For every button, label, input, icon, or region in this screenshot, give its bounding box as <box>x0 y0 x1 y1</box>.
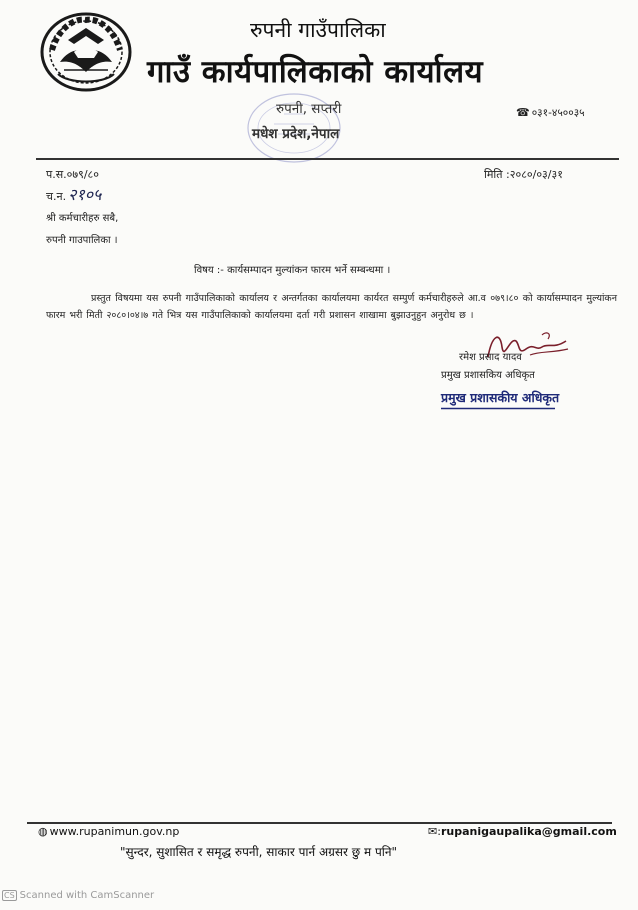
signatory-title: प्रमुख प्रशासकिय अधिकृत <box>441 370 535 381</box>
camscanner-watermark <box>2 890 154 901</box>
municipality-name: रुपनी गाउँपालिका <box>250 18 386 42</box>
address-line-2: मधेश प्रदेश,नेपाल <box>252 126 340 142</box>
letter-body: प्रस्तुत विषयमा यस रुपनी गाउँपालिकाको कार्यालय र अन्तर्गतका कार्यालयमा कार्यरत सम्पुर्ण कर्मचारीहरुले आ.व ०७९।८० को कार्यासम्पादन मुल्यांकन फारम भरी मिती २०८०।०४।७ गते भित्र यस गाउँपालिकाको कार्यालयमा दर्ता गरी प्रशासन शाखामा बुझाउनुहुन अनुरोध छ । <box>46 293 617 321</box>
government-emblem-icon <box>38 10 134 94</box>
email-link[interactable] <box>428 825 617 838</box>
watermark-text: Scanned with CamScanner <box>19 890 155 901</box>
reference-cn <box>46 183 101 205</box>
phone-text: ०३१-४५००३५ <box>531 107 585 119</box>
footer-divider <box>27 822 612 824</box>
header-divider <box>36 158 619 160</box>
camscanner-badge-icon: CS <box>4 891 15 900</box>
cn-label: च.न. <box>46 190 67 203</box>
telephone-icon: ☎ <box>516 106 530 119</box>
globe-icon: ◍ <box>38 825 48 838</box>
reference-ps: प.स.०७९/८० <box>46 168 99 181</box>
letter-date: मिति :२०८०/०३/३१ <box>484 168 563 181</box>
municipality-motto: "सुन्दर, सुशासित र समृद्ध रुपनी, साकार पार्न अग्रसर छु म पनि" <box>120 845 398 859</box>
office-name: गाउँ कार्यपालिकाको कार्यालय <box>147 54 484 90</box>
seal-underline <box>441 407 555 410</box>
recipient-line-1: श्री कर्मचारीहरु सबै, <box>46 213 119 224</box>
cn-number: २१०५ <box>68 185 102 204</box>
phone-number <box>516 106 585 120</box>
letter-subject: विषय :- कार्यसम्पादन मुल्यांकन फारम भर्ने सम्बन्धमा । <box>194 265 391 276</box>
official-seal-text: प्रमुख प्रशासकीय अधिकृत <box>441 390 560 405</box>
mail-icon: ✉: <box>428 825 441 838</box>
website-text: www.rupanimun.gov.np <box>49 825 180 838</box>
website-link[interactable] <box>38 825 179 838</box>
recipient-line-2: रुपनी गाउपालिका । <box>46 235 118 246</box>
address-line-1: रुपनी, सप्तरी <box>276 101 342 117</box>
email-text: rupanigaupalika@gmail.com <box>440 825 617 838</box>
signatory-name: रमेश प्रसाद यादव <box>459 352 522 363</box>
